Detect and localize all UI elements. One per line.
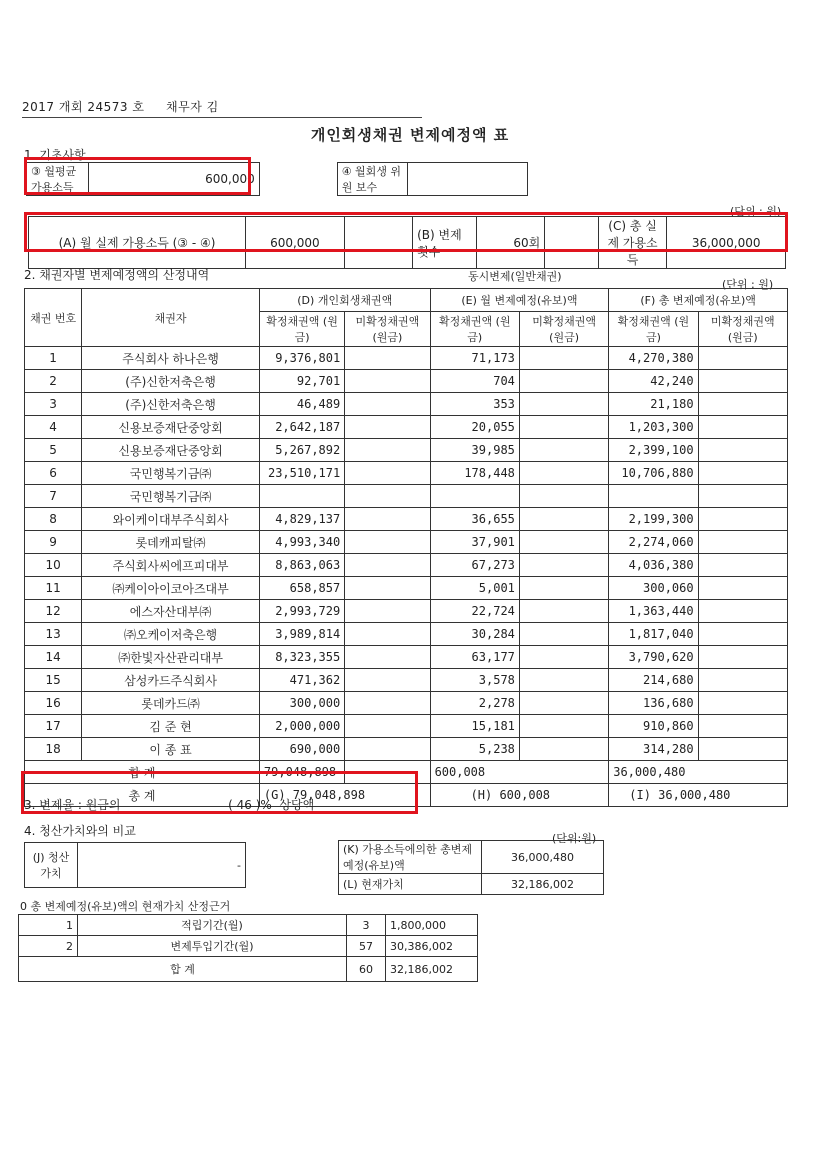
sum-e: 600,008	[430, 761, 609, 784]
creditor-total-unconfirmed	[698, 347, 787, 370]
col-creditor-header: 채권자	[82, 289, 260, 347]
creditor-total-unconfirmed	[698, 370, 787, 393]
creditor-no: 10	[25, 554, 82, 577]
creditor-confirmed-amount: 2,000,000	[259, 715, 344, 738]
creditor-no: 16	[25, 692, 82, 715]
unit-label-1: (단위 : 원)	[730, 205, 782, 218]
creditor-total-payment: 136,680	[609, 692, 698, 715]
sum-f: 36,000,480	[609, 761, 788, 784]
creditor-no: 1	[25, 347, 82, 370]
pv-sum-label: 합 계	[19, 957, 347, 982]
creditor-unconfirmed-amount	[345, 393, 430, 416]
creditor-confirmed-amount: 4,829,137	[259, 508, 344, 531]
creditor-unconfirmed-amount	[345, 646, 430, 669]
creditor-unconfirmed-amount	[345, 692, 430, 715]
creditor-no: 4	[25, 416, 82, 439]
header-divider	[22, 117, 422, 118]
creditor-row	[25, 669, 788, 692]
avg-income-label: ③ 월평균 가용소득	[27, 163, 89, 196]
creditor-total-payment	[609, 485, 698, 508]
creditor-no: 13	[25, 623, 82, 646]
creditor-total-payment: 21,180	[609, 393, 698, 416]
creditor-name: 삼성카드주식회사	[82, 669, 260, 692]
a-label: (A) 월 실제 가용소득 (③ - ④)	[29, 217, 246, 269]
creditor-unconfirmed-amount	[345, 531, 430, 554]
total-i: (I) 36,000,480	[609, 784, 788, 807]
col-d-unconfirmed: 미확정채권액 (원금)	[345, 312, 430, 347]
creditor-total-payment: 10,706,880	[609, 462, 698, 485]
section5-heading: 0 총 변제예정(유보)액의 현재가치 산정근거	[20, 900, 231, 913]
creditor-row	[25, 393, 788, 416]
section4-heading: 4. 청산가치와의 비교	[24, 824, 136, 838]
creditor-total-unconfirmed	[698, 623, 787, 646]
sum-d: 79,048,898	[259, 761, 344, 784]
creditor-monthly-unconfirmed	[519, 646, 608, 669]
creditor-name: 롯데캐피탈㈜	[82, 531, 260, 554]
comparison-table	[338, 840, 604, 895]
creditor-monthly-payment: 5,238	[430, 738, 519, 761]
creditor-confirmed-amount: 46,489	[259, 393, 344, 416]
creditor-name: 이 종 표	[82, 738, 260, 761]
creditor-unconfirmed-amount	[345, 347, 430, 370]
col-f-unconfirmed: 미확정채권액 (원금)	[698, 312, 787, 347]
pv-row-n: 3	[347, 915, 386, 936]
creditor-no: 9	[25, 531, 82, 554]
creditor-total-payment: 2,399,100	[609, 439, 698, 462]
debtor-name: 채무자 김	[166, 100, 219, 114]
creditor-monthly-payment: 71,173	[430, 347, 519, 370]
l-value: 32,186,002	[482, 874, 604, 895]
section2-note: 동시변제(일반채권)	[468, 270, 562, 283]
pv-row-no: 2	[19, 936, 78, 957]
c-value: 36,000,000	[667, 217, 786, 269]
creditor-total-payment: 3,790,620	[609, 646, 698, 669]
l-label: (L) 현재가치	[339, 874, 482, 895]
creditor-name: ㈜오케이저축은행	[82, 623, 260, 646]
creditor-unconfirmed-amount	[345, 715, 430, 738]
committee-fee-label: ④ 월회생 위원 보수	[337, 163, 407, 196]
creditor-total-payment: 2,274,060	[609, 531, 698, 554]
creditor-name: 에스자산대부㈜	[82, 600, 260, 623]
creditor-monthly-payment: 353	[430, 393, 519, 416]
creditor-monthly-payment: 22,724	[430, 600, 519, 623]
k-label: (K) 가용소득에의한 총변제예정(유보)액	[339, 841, 482, 874]
creditor-total-payment: 42,240	[609, 370, 698, 393]
creditor-row	[25, 347, 788, 370]
creditor-total-unconfirmed	[698, 531, 787, 554]
creditor-no: 2	[25, 370, 82, 393]
creditor-unconfirmed-amount	[345, 416, 430, 439]
creditor-monthly-unconfirmed	[519, 669, 608, 692]
creditor-unconfirmed-amount	[345, 669, 430, 692]
creditor-total-unconfirmed	[698, 715, 787, 738]
creditor-total-payment: 4,270,380	[609, 347, 698, 370]
creditor-row	[25, 508, 788, 531]
creditor-name: ㈜케이아이코아즈대부	[82, 577, 260, 600]
pv-sum-value: 32,186,002	[386, 957, 478, 982]
creditor-row	[25, 715, 788, 738]
creditor-monthly-payment: 15,181	[430, 715, 519, 738]
creditor-total-unconfirmed	[698, 485, 787, 508]
creditor-unconfirmed-amount	[345, 508, 430, 531]
section2-heading: 2. 채권자별 변제예정액의 산정내역	[24, 268, 210, 282]
creditor-row	[25, 577, 788, 600]
creditor-unconfirmed-amount	[345, 554, 430, 577]
creditor-total-payment: 314,280	[609, 738, 698, 761]
creditor-name: (주)신한저축은행	[82, 370, 260, 393]
k-value: 36,000,480	[482, 841, 604, 874]
creditor-confirmed-amount: 2,642,187	[259, 416, 344, 439]
col-f-confirmed: 확정채권액 (원금)	[609, 312, 698, 347]
highlight-box-monthly	[24, 212, 788, 252]
col-no-header: 채권 번호	[25, 289, 82, 347]
creditor-total-unconfirmed	[698, 669, 787, 692]
creditor-monthly-unconfirmed	[519, 347, 608, 370]
creditor-name: (주)신한저축은행	[82, 393, 260, 416]
col-d-confirmed: 확정채권액 (원금)	[259, 312, 344, 347]
creditor-row	[25, 623, 788, 646]
col-e-confirmed: 확정채권액 (원금)	[430, 312, 519, 347]
creditor-monthly-payment: 5,001	[430, 577, 519, 600]
creditor-row	[25, 554, 788, 577]
creditor-no: 17	[25, 715, 82, 738]
creditor-monthly-unconfirmed	[519, 508, 608, 531]
creditor-no: 12	[25, 600, 82, 623]
page-title: 개인회생채권 변제예정액 표	[310, 126, 510, 144]
creditor-total-unconfirmed	[698, 692, 787, 715]
creditor-confirmed-amount: 92,701	[259, 370, 344, 393]
creditor-monthly-unconfirmed	[519, 485, 608, 508]
case-header	[22, 98, 219, 115]
creditor-monthly-unconfirmed	[519, 439, 608, 462]
total-g: (G) 79,048,898	[259, 784, 430, 807]
liquidation-table	[24, 842, 246, 888]
creditor-total-payment: 1,203,300	[609, 416, 698, 439]
creditor-row	[25, 416, 788, 439]
creditor-monthly-unconfirmed	[519, 554, 608, 577]
creditor-monthly-unconfirmed	[519, 600, 608, 623]
creditor-unconfirmed-amount	[345, 370, 430, 393]
creditor-no: 8	[25, 508, 82, 531]
creditor-confirmed-amount: 8,323,355	[259, 646, 344, 669]
creditor-monthly-unconfirmed	[519, 370, 608, 393]
creditor-unconfirmed-amount	[345, 577, 430, 600]
creditor-monthly-unconfirmed	[519, 715, 608, 738]
creditor-no: 11	[25, 577, 82, 600]
creditor-monthly-payment: 39,985	[430, 439, 519, 462]
creditor-total-unconfirmed	[698, 646, 787, 669]
creditor-total-payment: 300,060	[609, 577, 698, 600]
b-value: 60회	[476, 217, 545, 269]
creditor-row	[25, 370, 788, 393]
creditor-row	[25, 531, 788, 554]
creditor-confirmed-amount: 471,362	[259, 669, 344, 692]
creditor-confirmed-amount: 2,993,729	[259, 600, 344, 623]
b-label: (B) 변제횟수	[413, 217, 477, 269]
creditor-confirmed-amount: 23,510,171	[259, 462, 344, 485]
pv-sum-n: 60	[347, 957, 386, 982]
pv-row-no: 1	[19, 915, 78, 936]
creditor-total-unconfirmed	[698, 416, 787, 439]
creditor-unconfirmed-amount	[345, 462, 430, 485]
creditor-row	[25, 462, 788, 485]
creditor-confirmed-amount: 4,993,340	[259, 531, 344, 554]
creditor-row	[25, 692, 788, 715]
creditor-confirmed-amount: 8,863,063	[259, 554, 344, 577]
creditor-total-unconfirmed	[698, 738, 787, 761]
creditor-total-unconfirmed	[698, 554, 787, 577]
creditor-confirmed-amount: 300,000	[259, 692, 344, 715]
creditor-no: 6	[25, 462, 82, 485]
creditor-monthly-payment: 36,655	[430, 508, 519, 531]
creditor-unconfirmed-amount	[345, 485, 430, 508]
highlight-box-income	[24, 157, 251, 195]
unit-label-4: (단위:원)	[552, 832, 597, 845]
creditor-name: 와이케이대부주식회사	[82, 508, 260, 531]
creditor-monthly-payment: 37,901	[430, 531, 519, 554]
creditor-row	[25, 738, 788, 761]
creditor-table	[24, 288, 788, 807]
creditor-monthly-unconfirmed	[519, 623, 608, 646]
pv-row-value: 30,386,002	[386, 936, 478, 957]
j-label: (J) 청산 가치	[25, 843, 78, 888]
creditor-monthly-unconfirmed	[519, 738, 608, 761]
pv-row-label: 변제투입기간(월)	[78, 936, 347, 957]
pv-row-value: 1,800,000	[386, 915, 478, 936]
avg-income-value: 600,000	[88, 163, 259, 196]
creditor-no: 7	[25, 485, 82, 508]
creditor-confirmed-amount: 9,376,801	[259, 347, 344, 370]
creditor-name: 김 준 현	[82, 715, 260, 738]
creditor-confirmed-amount: 690,000	[259, 738, 344, 761]
creditor-row	[25, 646, 788, 669]
col-f-header: (F) 총 변제예정(유보)액	[609, 289, 788, 312]
creditor-total-unconfirmed	[698, 393, 787, 416]
highlight-box-total	[21, 771, 418, 814]
creditor-monthly-payment: 704	[430, 370, 519, 393]
creditor-total-payment: 910,860	[609, 715, 698, 738]
creditor-confirmed-amount: 658,857	[259, 577, 344, 600]
creditor-row	[25, 485, 788, 508]
creditor-name: 주식회사씨에프피대부	[82, 554, 260, 577]
creditor-confirmed-amount	[259, 485, 344, 508]
sum-label: 합 계	[25, 761, 260, 784]
creditor-name: 주식회사 하나은행	[82, 347, 260, 370]
col-d-header: (D) 개인회생채권액	[259, 289, 430, 312]
creditor-monthly-payment: 63,177	[430, 646, 519, 669]
repay-rate-suffix: 상당액	[279, 798, 315, 812]
pv-row-label: 적립기간(월)	[78, 915, 347, 936]
a-value: 600,000	[246, 217, 345, 269]
present-value-table	[18, 914, 478, 982]
total-h: (H) 600,008	[430, 784, 609, 807]
creditor-monthly-unconfirmed	[519, 416, 608, 439]
spacer-cell	[259, 163, 337, 196]
creditor-name: 롯데카드㈜	[82, 692, 260, 715]
creditor-name: 신용보증재단중앙회	[82, 439, 260, 462]
j-value: -	[78, 843, 246, 888]
creditor-total-payment: 1,363,440	[609, 600, 698, 623]
creditor-no: 14	[25, 646, 82, 669]
creditor-monthly-unconfirmed	[519, 462, 608, 485]
creditor-monthly-unconfirmed	[519, 393, 608, 416]
creditor-unconfirmed-amount	[345, 623, 430, 646]
creditor-name: ㈜한빛자산관리대부	[82, 646, 260, 669]
creditor-total-payment: 4,036,380	[609, 554, 698, 577]
creditor-monthly-payment: 67,273	[430, 554, 519, 577]
col-e-header: (E) 월 변제예정(유보)액	[430, 289, 609, 312]
creditor-total-payment: 2,199,300	[609, 508, 698, 531]
pv-row-n: 57	[347, 936, 386, 957]
repay-rate-value: ( 46 )%	[228, 798, 272, 812]
creditor-monthly-payment: 2,278	[430, 692, 519, 715]
committee-fee-value	[407, 163, 527, 196]
creditor-total-payment: 214,680	[609, 669, 698, 692]
creditor-name: 국민행복기금㈜	[82, 462, 260, 485]
creditor-row	[25, 600, 788, 623]
creditor-monthly-payment: 3,578	[430, 669, 519, 692]
creditor-no: 5	[25, 439, 82, 462]
creditor-total-payment: 1,817,040	[609, 623, 698, 646]
creditor-monthly-unconfirmed	[519, 577, 608, 600]
total-label: 총 계	[25, 784, 260, 807]
creditor-monthly-unconfirmed	[519, 692, 608, 715]
creditor-no: 15	[25, 669, 82, 692]
creditor-no: 18	[25, 738, 82, 761]
creditor-confirmed-amount: 5,267,892	[259, 439, 344, 462]
creditor-total-unconfirmed	[698, 577, 787, 600]
creditor-name: 신용보증재단중앙회	[82, 416, 260, 439]
creditor-monthly-payment: 20,055	[430, 416, 519, 439]
creditor-no: 3	[25, 393, 82, 416]
creditor-rows	[25, 347, 788, 761]
creditor-total-unconfirmed	[698, 508, 787, 531]
creditor-row	[25, 439, 788, 462]
creditor-total-unconfirmed	[698, 462, 787, 485]
creditor-confirmed-amount: 3,989,814	[259, 623, 344, 646]
creditor-unconfirmed-amount	[345, 600, 430, 623]
creditor-total-unconfirmed	[698, 439, 787, 462]
creditor-monthly-unconfirmed	[519, 531, 608, 554]
unit-label-2: (단위 : 원)	[722, 278, 774, 291]
creditor-unconfirmed-amount	[345, 439, 430, 462]
creditor-total-unconfirmed	[698, 600, 787, 623]
creditor-name: 국민행복기금㈜	[82, 485, 260, 508]
creditor-monthly-payment: 178,448	[430, 462, 519, 485]
creditor-monthly-payment: 30,284	[430, 623, 519, 646]
case-number: 2017 개회 24573 호	[22, 100, 145, 114]
creditor-monthly-payment	[430, 485, 519, 508]
col-e-unconfirmed: 미확정채권액 (원금)	[519, 312, 608, 347]
creditor-unconfirmed-amount	[345, 738, 430, 761]
repay-rate-label: 3. 변제율 : 원금의	[24, 798, 121, 812]
c-label: (C) 총 실제 가용소득	[598, 217, 667, 269]
section1-heading: 1. 기초사항	[24, 148, 86, 162]
